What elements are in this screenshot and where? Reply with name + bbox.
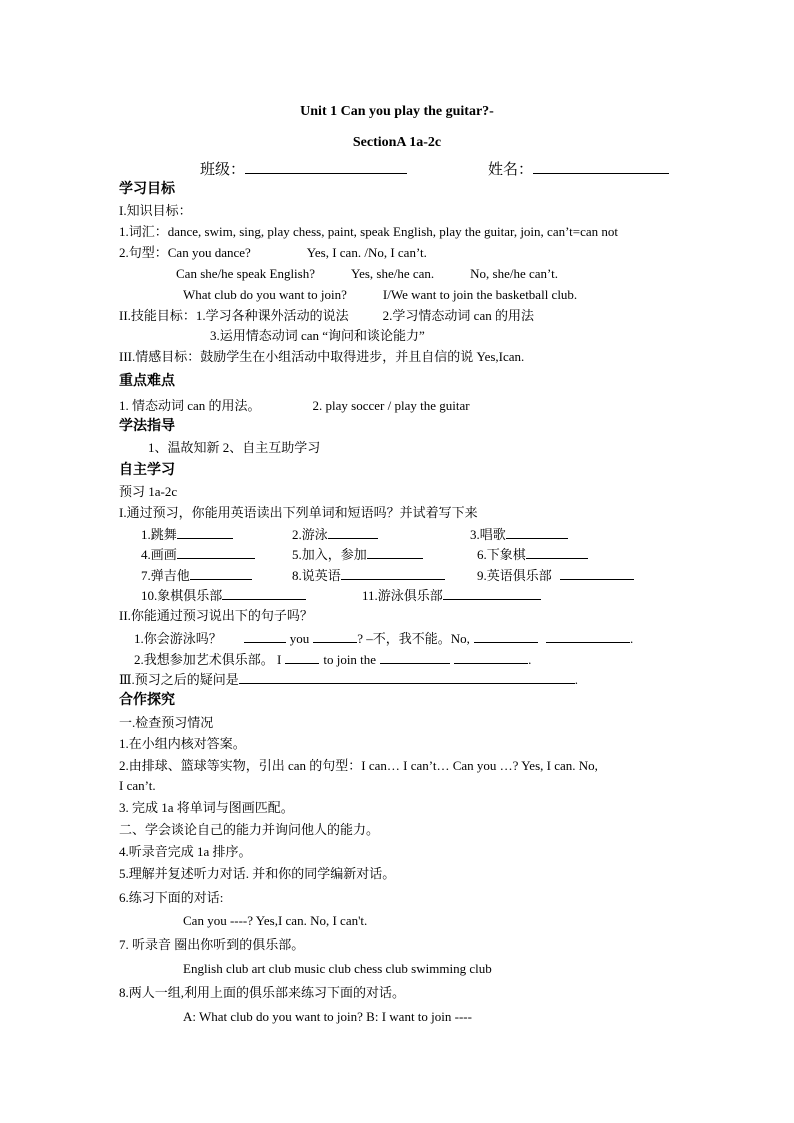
- answer-blank[interactable]: [313, 630, 357, 643]
- coop-line-3b: I can’t.: [119, 778, 156, 793]
- pattern-line-1: 2.句型：Can you dance? Yes, I can. /No, I can’t.: [119, 245, 427, 260]
- answer-blank[interactable]: [177, 546, 255, 559]
- answer-blank[interactable]: [285, 651, 319, 664]
- question-1: I.通过预习，你能用英语读出下列单词和短语吗？并试着写下来: [119, 505, 478, 520]
- answer-blank[interactable]: [380, 651, 450, 664]
- preview-label: 预习 1a-2c: [119, 484, 178, 499]
- word-item-2: 2.游泳: [292, 526, 378, 543]
- class-label: 班级：: [200, 162, 246, 178]
- skill-goal: II.技能目标：1.学习各种课外活动的说法 2.学习情态动词 can 的用法: [119, 308, 534, 323]
- coop-line-8: 6.练习下面的对话:: [119, 890, 224, 905]
- word-item-3: 3.唱歌: [470, 526, 568, 543]
- coop-line-7: 5.理解并复述听力对话. 并和你的同学编新对话。: [119, 866, 396, 881]
- answer-blank[interactable]: [526, 546, 588, 559]
- dialogue-practice: A: What club do you want to join? B: I want to join ----: [183, 1009, 472, 1024]
- answer-blank[interactable]: [239, 671, 575, 684]
- self-study-heading: 自主学习: [119, 463, 175, 478]
- coop-line-2: 1.在小组内核对答案。: [119, 736, 246, 751]
- answer-blank[interactable]: [560, 567, 634, 580]
- word-item-5: 5.加入，参加: [292, 546, 423, 563]
- vocab-line: 1.词汇：dance, swim, sing, play chess, paint, speak English, play the guitar, join, can’t=can not: [119, 224, 619, 239]
- question-3: Ⅲ.预习之后的疑问是 .: [119, 672, 579, 687]
- word-item-8: 8.说英语: [292, 567, 445, 584]
- emotion-goal: III.情感目标：鼓励学生在小组活动中取得进步，并且自信的说 Yes,Ican.: [119, 349, 525, 364]
- coop-line-6: 4.听录音完成 1a 排序。: [119, 844, 252, 859]
- goals-heading: 学习目标: [119, 182, 175, 197]
- name-label: 姓名：: [488, 162, 534, 178]
- answer-blank[interactable]: [546, 630, 630, 643]
- key-points: 1. 情态动词 can 的用法。 2. play soccer / play the guitar: [119, 398, 470, 413]
- answer-blank[interactable]: [367, 546, 423, 559]
- answer-blank[interactable]: [190, 567, 252, 580]
- skill-goal-3: 3.运用情态动词 can “询问和谈论能力”: [210, 328, 425, 343]
- answer-blank[interactable]: [443, 587, 541, 600]
- cooperation-heading: 合作探究: [119, 693, 175, 708]
- pattern-line-3: What club do you want to join? I/We want to join the basketball club.: [183, 287, 578, 302]
- class-blank: [245, 161, 407, 174]
- word-item-11: 11.游泳俱乐部: [362, 587, 541, 604]
- sentence-1: 1.你会游泳吗？ you ? –不，我不能。No, .: [134, 631, 634, 646]
- club-list: English club art club music club chess club swimming club: [183, 961, 492, 976]
- name-blank: [533, 161, 669, 174]
- page-title: Unit 1 Can you play the guitar?-: [300, 104, 494, 119]
- coop-line-4: 3. 完成 1a 将单词与图画匹配。: [119, 800, 294, 815]
- answer-blank[interactable]: [341, 567, 445, 580]
- answer-blank[interactable]: [454, 651, 528, 664]
- coop-line-12: 8.两人一组,利用上面的俱乐部来练习下面的对话。: [119, 985, 406, 1000]
- coop-line-10: 7. 听录音 圈出你听到的俱乐部。: [119, 937, 305, 952]
- page-subtitle: SectionA 1a-2c: [352, 135, 442, 150]
- word-item-6: 6.下象棋: [477, 546, 588, 563]
- class-field: [200, 161, 407, 178]
- sentence-2: 2.我想参加艺术俱乐部。 I to join the .: [134, 652, 532, 667]
- answer-blank[interactable]: [474, 630, 538, 643]
- method-text: 1、温故知新 2、自主互助学习: [148, 440, 321, 455]
- pattern-line-2: Can she/he speak English? Yes, she/he can. No, she/he can’t.: [176, 266, 559, 281]
- word-item-1: 1.跳舞: [141, 526, 233, 543]
- dialogue-example: Can you ----? Yes,I can. No, I can't.: [183, 913, 368, 928]
- word-item-7: 7.弹吉他: [141, 567, 252, 584]
- name-field: [488, 161, 669, 178]
- knowledge-goal: I.知识目标：: [119, 203, 192, 218]
- answer-blank[interactable]: [506, 526, 568, 539]
- coop-line-1: 一.检查预习情况: [119, 715, 214, 730]
- word-item-4: 4.画画: [141, 546, 255, 563]
- question-2: II.你能通过预习说出下的句子吗？: [119, 608, 313, 623]
- word-item-10: 10.象棋俱乐部: [141, 587, 306, 604]
- word-item-9: 9.英语俱乐部: [477, 567, 634, 584]
- method-heading: 学法指导: [119, 419, 175, 434]
- answer-blank[interactable]: [244, 630, 286, 643]
- answer-blank[interactable]: [222, 587, 306, 600]
- coop-line-5: 二、学会谈论自己的能力并询问他人的能力。: [119, 822, 380, 837]
- answer-blank[interactable]: [328, 526, 378, 539]
- key-heading: 重点难点: [119, 374, 175, 389]
- answer-blank[interactable]: [177, 526, 233, 539]
- coop-line-3: 2.由排球、篮球等实物，引出 can 的句型：I can… I can’t… Can you …? Yes, I can. No,: [119, 758, 598, 773]
